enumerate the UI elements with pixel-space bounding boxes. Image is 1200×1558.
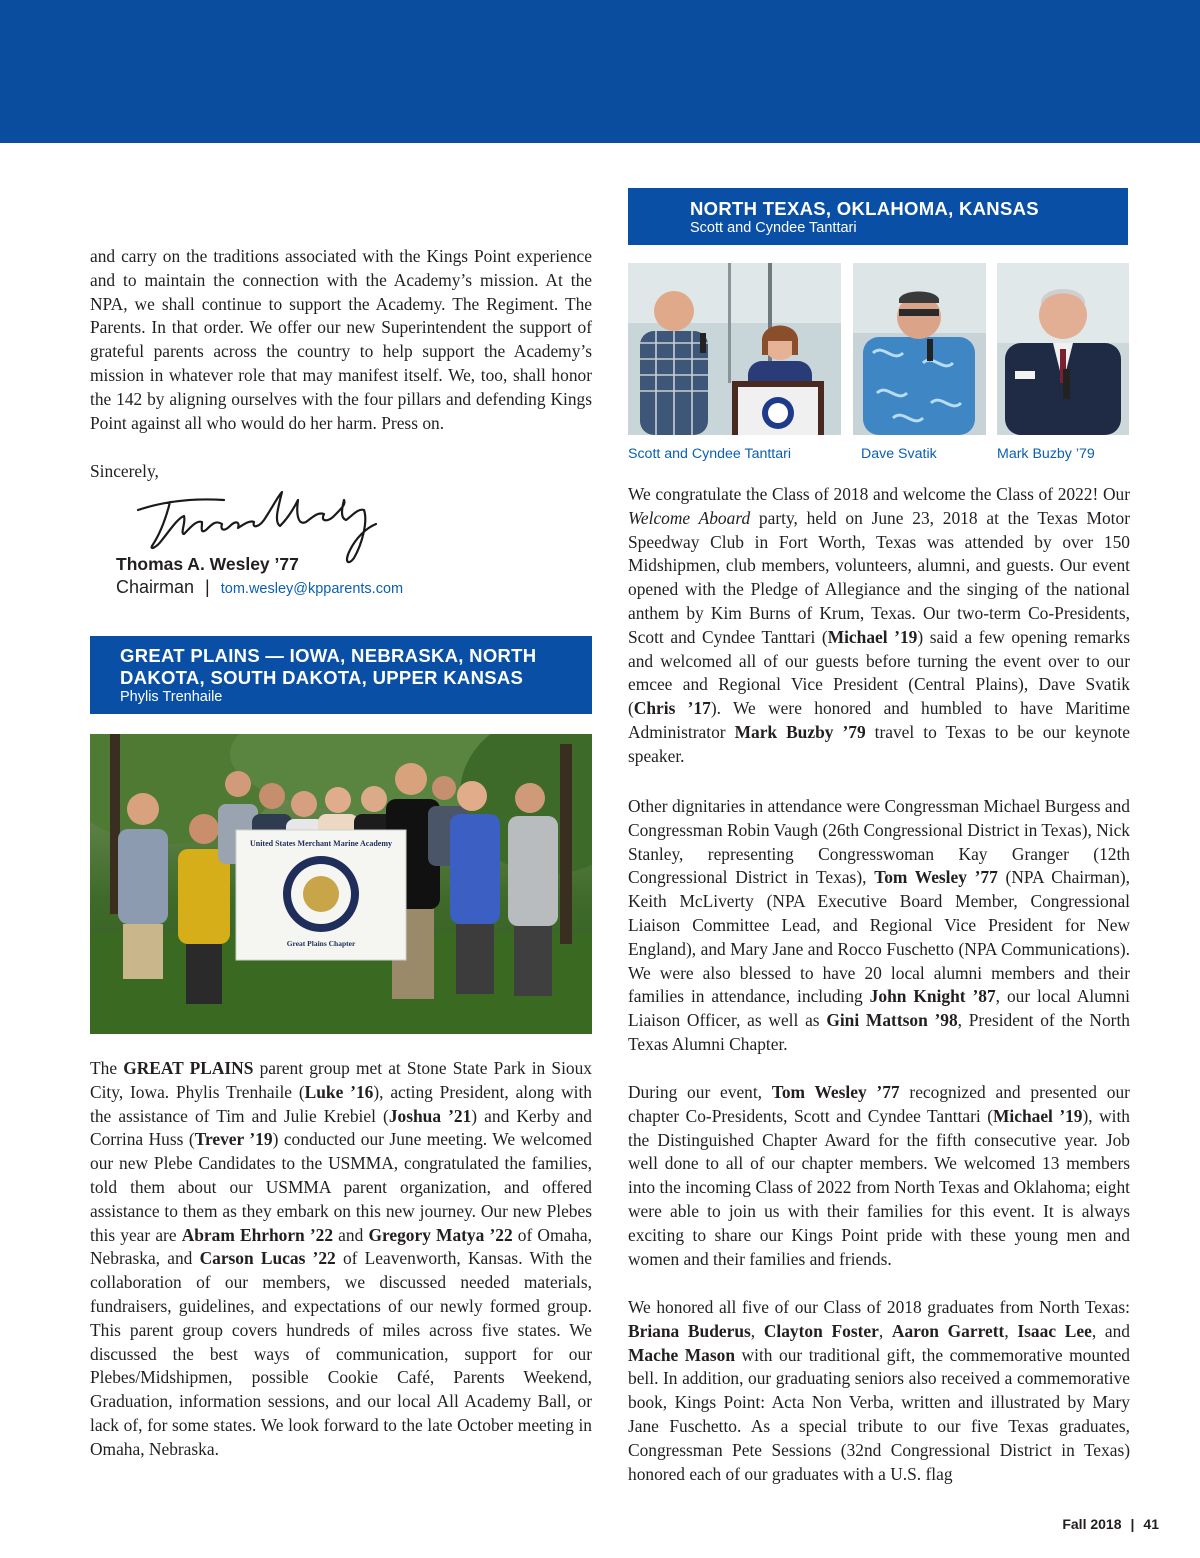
- signer-title: Chairman: [116, 577, 195, 597]
- north-texas-leader: Scott and Cyndee Tanttari: [690, 220, 857, 236]
- signature-block: [116, 488, 496, 600]
- photo-dave-svatik: [853, 263, 986, 435]
- north-texas-heading-box: [628, 188, 1128, 245]
- caption-photo-2: Dave Svatik: [861, 446, 937, 462]
- great-plains-heading: GREAT PLAINS — IOWA, NEBRASKA, NORTH DAKOTA, SOUTH DAKOTA, UPPER KANSAS: [120, 645, 537, 688]
- great-plains-group-photo: [90, 734, 592, 1034]
- north-texas-paragraph-1: We congratulate the Class of 2018 and welcome the Class of 2022! Our Welcome Aboard party, held on June 23, 2018 at the Texas Motor Speedway Club in Fort Worth, Texas was attended by over 150 Midshipmen, club members, volunteers, alumni, and guests. Our event opened with the Pledge of Allegiance and the singing of the national anthem by Kim Burns of Krum, Texas. Our two-term Co-Presidents, Scott and Cyndee Tanttari (Michael ’19) said a few opening remarks and welcomed all of our guests before turning the event over to our emcee and Regional Vice President (Central Plains), Dave Svatik (Chris ’17). We were honored and humbled to have Maritime Administrator Mark Buzby ’79 travel to Texas to be our keynote speaker.: [628, 484, 1130, 766]
- signer-title-line: [116, 577, 403, 598]
- caption-photo-3: Mark Buzby ’79: [997, 446, 1095, 462]
- letter-sign-off: Sincerely,: [90, 461, 159, 481]
- caption-photo-1: Scott and Cyndee Tanttari: [628, 446, 791, 462]
- signer-email-link[interactable]: tom.wesley@kpparents.com: [220, 581, 404, 597]
- great-plains-heading-box: [90, 636, 592, 714]
- north-texas-paragraph-4: We honored all five of our Class of 2018 graduates from North Texas: Briana Buderus, Clayton Foster, Aaron Garrett, Isaac Lee, and Mache Mason with our traditional gift, the commemorative mounted bell. In addition, our graduating seniors also received a commemorative book, Kings Point: Acta Non Verba, written and illustrated by Mary Jane Fuschetto. As a special tribute to our five Texas graduates, Congressman Pete Sessions (32nd Congressional District in Texas) honored each of our graduates with a U.S. flag: [628, 1297, 1131, 1484]
- page-footer: [1062, 1516, 1159, 1532]
- top-banner: [0, 0, 1200, 143]
- letter-closing-paragraph: and carry on the traditions associated with the Kings Point experience and to maintain the connection with the Academy’s mission. At the NPA, we shall continue to support the Academy. The Regiment. The Parents. In that order. We offer our new Superintendent the support of grateful parents across the country to help support the Academy’s mission in whatever role that may manifest itself. We, too, shall honor the 142 by aligning ourselves with the four pillars and defending Kings Point against all who would do her harm. Press on.: [90, 246, 592, 433]
- north-texas-paragraph-2: Other dignitaries in attendance were Congressman Michael Burgess and Congressman Robin Vaugh (26th Congressional District in Texas), Nick Stanley, representing Congresswoman Kay Granger (12th Congressional District in Texas), Tom Wesley ’77 (NPA Chairman), Keith McLiverty (NPA Executive Board Member, Congressional Liaison Committee Lead, and Regional Vice President for New England), and Mary Jane and Rocco Fuschetto (NPA Communications). We were also blessed to have 20 local alumni members and their families in attendance, including John Knight ’87, our local Alumni Liaison Officer, as well as Gini Mattson ’98, President of the North Texas Alumni Chapter.: [628, 796, 1130, 1054]
- great-plains-leader: Phylis Trenhaile: [120, 689, 223, 705]
- signer-separator: |: [205, 577, 210, 597]
- signer-name: Thomas A. Wesley ’77: [116, 554, 299, 574]
- footer-separator: |: [1130, 1516, 1135, 1532]
- flag-banner-text: United States Merchant Marine Academy: [249, 839, 393, 848]
- north-texas-paragraph-3: During our event, Tom Wesley ’77 recognized and presented our chapter Co-Presidents, Scott and Cyndee Tanttari (Michael ’19), with the Distinguished Chapter Award for the fifth consecutive year. Job well done to all of our chapter members. We welcomed 13 members into the incoming Class of 2022 from North Texas and Oklahoma; eight were able to join us with their families for this event. It is always exciting to share our Kings Point pride with these young men and women and their families and friends.: [628, 1082, 1130, 1269]
- page-number: 41: [1143, 1516, 1159, 1532]
- photo-mark-buzby: [997, 263, 1129, 435]
- great-plains-body: The GREAT PLAINS parent group met at Stone State Park in Sioux City, Iowa. Phylis Trenhaile (Luke ’16), acting President, along with the assistance of Tim and Julie Krebiel (Joshua ’21) and Kerby and Corrina Huss (Trever ’19) conducted our June meeting. We welcomed our new Plebe Candidates to the USMMA, congratulated the families, told them about our USMMA parent organization, and offered assistance to them as they embark on this new journey. Our new Plebes this year are Abram Ehrhorn ’22 and Gregory Matya ’22 of Omaha, Nebraska, and Carson Lucas ’22 of Leavenworth, Kansas. With the collaboration of our members, we discussed needed materials, fundraisers, guidelines, and expectations of our newly formed group. This parent group covers hundreds of miles across five states. We discussed the best ways of communication, support for our Plebes/Midshipmen, possible Cookie Café, Parents Weekend, Graduation, information sessions, and our local All Academy Ball, or lack of, for some states. We look forward to the late October meeting in Omaha, Nebraska.: [90, 1058, 593, 1459]
- flag-chapter-text: Great Plains Chapter: [286, 939, 356, 948]
- photo-scott-cyndee-tanttari: [628, 263, 841, 435]
- footer-issue: Fall 2018: [1062, 1516, 1122, 1532]
- north-texas-heading: NORTH TEXAS, OKLAHOMA, KANSAS: [690, 198, 1039, 219]
